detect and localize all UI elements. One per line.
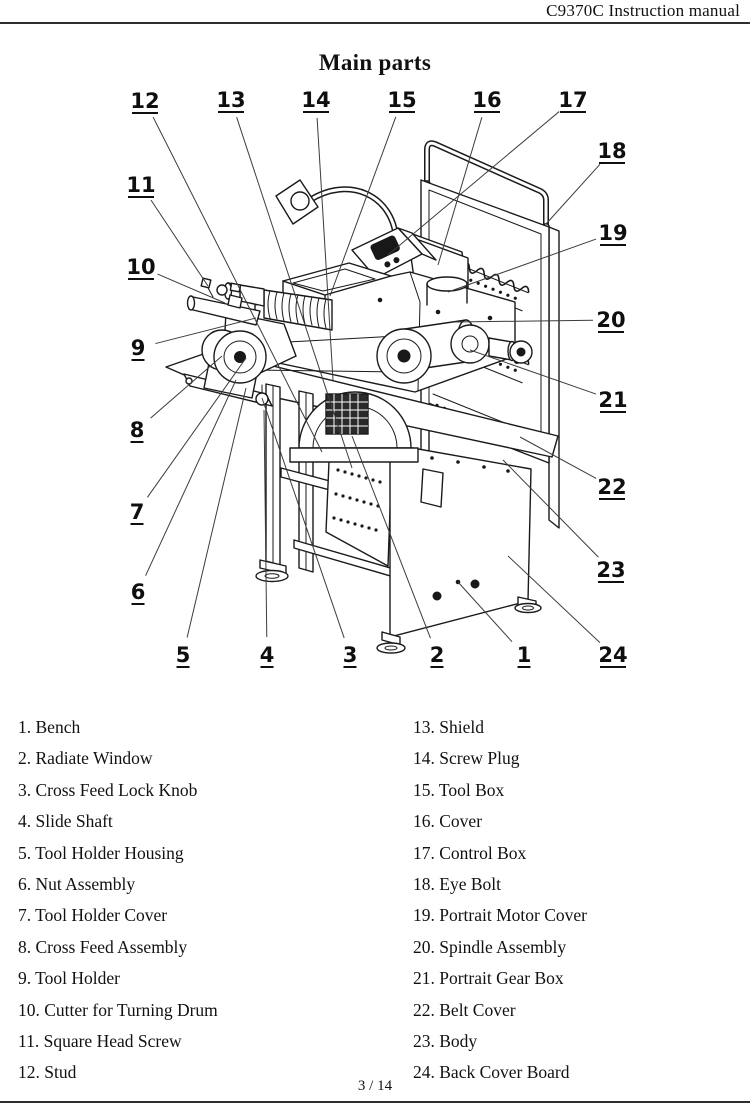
part-list-item: 3. Cross Feed Lock Knob <box>18 779 198 800</box>
callout-label: 12 <box>130 89 160 113</box>
callout-label: 1 <box>516 643 532 667</box>
body-cabinet <box>390 444 531 637</box>
callout-label: 22 <box>597 475 627 499</box>
leader-line <box>546 164 600 224</box>
page-title: Main parts <box>318 50 432 75</box>
callout-label: 18 <box>597 139 627 163</box>
cabinet-hole <box>433 592 441 600</box>
document-header: C9370C Instruction manual <box>546 1 740 20</box>
part-list-item: 22. Belt Cover <box>413 999 516 1020</box>
part-list-item: 19. Portrait Motor Cover <box>413 905 588 926</box>
leader-line <box>151 200 208 286</box>
part-list-item: 5. Tool Holder Housing <box>18 842 184 863</box>
part-list-item: 13. Shield <box>413 717 484 737</box>
callout-label: 3 <box>342 643 358 667</box>
part-list-item: 6. Nut Assembly <box>18 874 136 895</box>
part-list-item: 11. Square Head Screw <box>18 1031 182 1052</box>
part-list-item: 12. Stud <box>18 1062 77 1083</box>
callout-label: 5 <box>175 643 191 667</box>
callout-label: 11 <box>126 173 156 197</box>
part-list-item: 10. Cutter for Turning Drum <box>18 999 218 1020</box>
callout-label: 9 <box>130 336 146 360</box>
callout-label: 6 <box>130 580 146 604</box>
shaft-knob <box>217 285 227 295</box>
part-list-item: 24. Back Cover Board <box>413 1062 570 1083</box>
callout-label: 19 <box>598 221 628 245</box>
callout-label: 2 <box>429 643 445 667</box>
callout-label: 7 <box>129 500 145 524</box>
cabinet-hole <box>471 580 479 588</box>
callout-label: 10 <box>126 255 156 279</box>
footer-rule <box>0 1101 750 1103</box>
cabinet-cutout <box>421 469 443 507</box>
main-parts-diagram <box>0 80 750 680</box>
header-rule <box>0 22 750 24</box>
part-list-item: 9. Tool Holder <box>18 968 120 989</box>
page-number: 3 / 14 <box>357 1078 393 1094</box>
part-list-item: 1. Bench <box>18 717 81 737</box>
part-list-item: 16. Cover <box>413 811 483 832</box>
callout-label: 15 <box>387 88 417 112</box>
portrait-motor-cover <box>427 277 467 291</box>
radiate-window-grille <box>326 394 368 434</box>
part-list-item: 7. Tool Holder Cover <box>18 905 168 926</box>
part-list-item: 23. Body <box>413 1031 478 1052</box>
callout-label: 13 <box>216 88 246 112</box>
callout-label: 16 <box>472 88 502 112</box>
rack-side-post <box>549 227 559 528</box>
part-list-item: 8. Cross Feed Assembly <box>18 936 188 957</box>
portrait-gear-box-disc <box>451 325 489 363</box>
foot-pad <box>256 571 288 582</box>
foot-pad <box>377 643 405 653</box>
part-list-item: 21. Portrait Gear Box <box>413 968 564 989</box>
callout-label: 21 <box>598 388 628 412</box>
callout-label: 8 <box>129 418 145 442</box>
leader-line <box>146 380 236 576</box>
part-list-item: 2. Radiate Window <box>18 748 153 769</box>
foot-pad <box>515 604 541 613</box>
callout-label: 14 <box>301 88 331 112</box>
callout-label: 4 <box>259 643 275 667</box>
part-list-item: 14. Screw Plug <box>413 748 520 769</box>
callout-label: 17 <box>558 88 588 112</box>
parts-list-right <box>413 712 587 1089</box>
part-list-item: 4. Slide Shaft <box>18 811 113 832</box>
part-list-item: 20. Spindle Assembly <box>413 936 567 957</box>
parts-list-left <box>18 712 218 1089</box>
part-list-item: 17. Control Box <box>413 842 527 863</box>
part-list-item: 15. Tool Box <box>413 779 505 800</box>
part-list-item: 18. Eye Bolt <box>413 874 501 895</box>
leader-line <box>187 388 246 637</box>
callout-label: 23 <box>596 558 626 582</box>
callout-label: 20 <box>596 308 626 332</box>
callout-label: 24 <box>598 643 628 667</box>
